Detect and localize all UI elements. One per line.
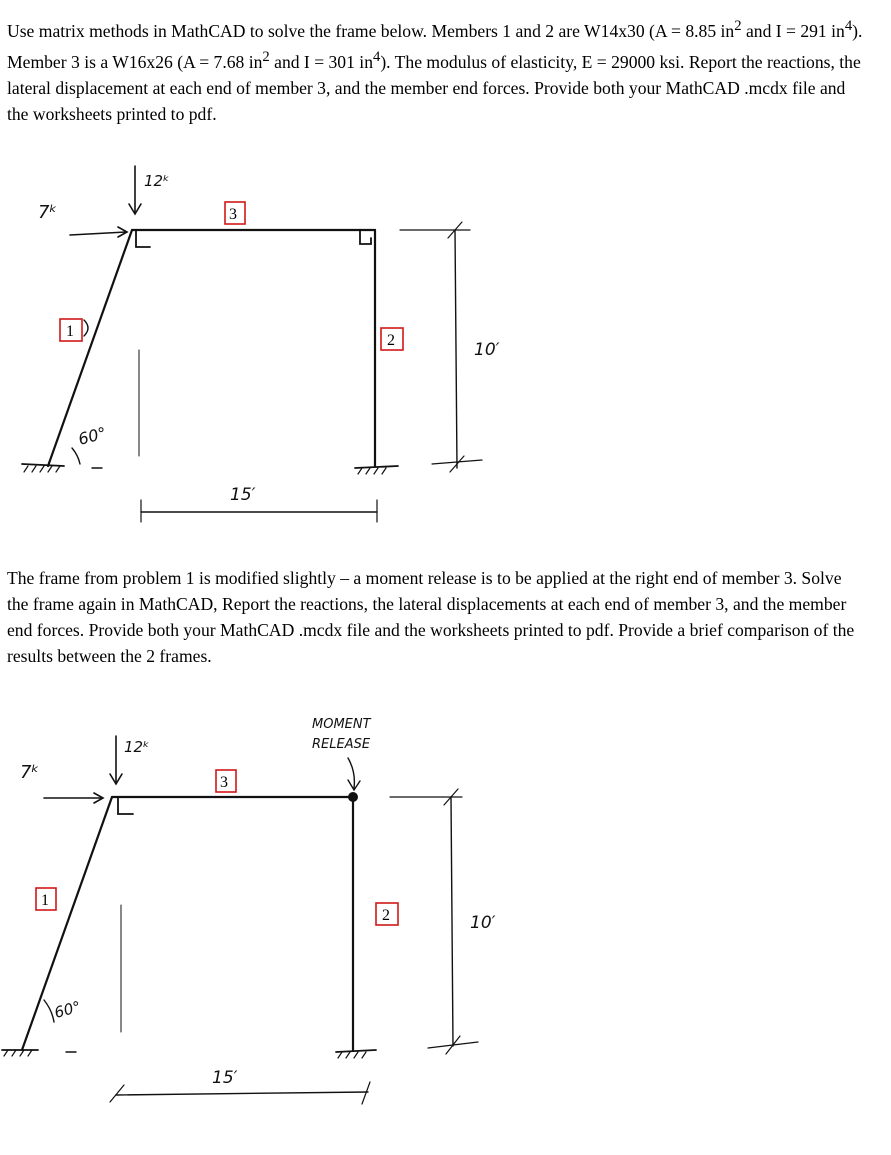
member-label-2: 2	[387, 332, 395, 349]
moment-release-hinge	[348, 792, 358, 802]
problem-2-statement: The frame from problem 1 is modified slightly – a moment release is to be applied at the right end of member 3. Solve the frame again in MathCAD, Report the reactions, the lateral displacements at each end of member 3, and the member end forces. Provide both your MathCAD .mcdx file and the worksheets printed to pdf. Provide a brief comparison of the results between the 2 frames.	[7, 568, 855, 666]
span-dimension-label: 15′	[212, 1068, 238, 1088]
rigid-joint-right-mark	[360, 230, 371, 244]
horizontal-load-label: 7ᵏ	[20, 762, 40, 783]
member-label-3: 3	[229, 206, 237, 223]
moment-release-label-line2: RELEASE	[312, 737, 371, 752]
vertical-load-label: 12ᵏ	[124, 738, 150, 756]
span-dimension-label: 15′	[230, 485, 256, 505]
rigid-joint-left-mark	[118, 797, 133, 814]
fixed-support-left	[2, 1050, 38, 1056]
height-dimension-label: 10′	[474, 340, 500, 360]
superscript: 4	[844, 18, 853, 34]
vertical-load-label: 12ᵏ	[144, 172, 170, 190]
frame-figure-2	[0, 700, 891, 1120]
member-1-label-bracket	[84, 320, 88, 336]
angle-label: 60°	[76, 423, 109, 449]
problem-1-statement: Use matrix methods in MathCAD to solve the frame below. Members 1 and 2 are W14x30 (A = 8.85 $in^2$ and I = 291 $in^4$). Member 3 is a W16x26 (A = 7.68 $in^2$ and I = 301 $in^4$). The modulus of elasticity, E = 29000 ksi. Report the reactions, the lateral displacement at each end of member 3, and the member end forces. Provide both your MathCAD .mcdx file and the worksheets printed to pdf.	[7, 18, 863, 124]
angle-arc	[72, 448, 80, 464]
frame-figure-1	[0, 150, 891, 530]
member-label-1: 1	[41, 892, 49, 909]
fixed-support-right	[355, 466, 398, 474]
superscript: 2	[734, 18, 742, 34]
moment-release-pointer	[348, 758, 354, 788]
moment-release-label-line1: MOMENT	[312, 717, 371, 732]
superscript: 4	[373, 48, 381, 65]
horizontal-load-label: 7ᵏ	[38, 202, 58, 223]
angle-label: 60°	[52, 997, 83, 1022]
fixed-support-right	[336, 1050, 376, 1058]
span-dimension-left-tick	[110, 1085, 124, 1102]
superscript: 2	[262, 48, 270, 65]
height-dimension-label: 10′	[470, 913, 496, 933]
fixed-support-left	[22, 464, 64, 472]
angle-arc	[44, 1000, 54, 1022]
span-dimension-line	[116, 1092, 368, 1095]
member-label-3: 3	[220, 774, 228, 791]
height-dimension-line	[451, 797, 453, 1046]
member-label-2: 2	[382, 907, 390, 924]
height-dimension-line	[455, 230, 457, 468]
member-label-1: 1	[66, 323, 74, 340]
horizontal-load-arrow	[70, 232, 126, 235]
rigid-joint-left-mark	[136, 230, 150, 247]
span-dimension-right-tick	[362, 1082, 370, 1104]
